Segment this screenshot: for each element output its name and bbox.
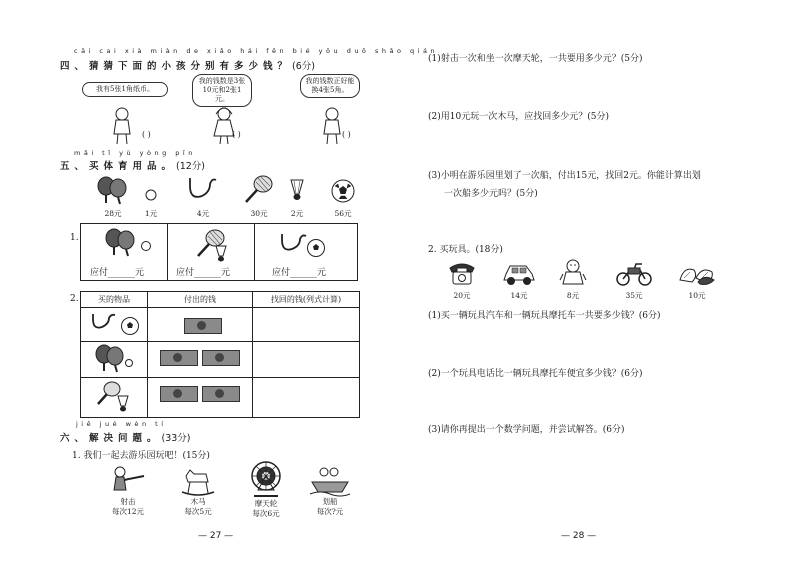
banknote-icon (184, 318, 222, 334)
pay-blank-1[interactable]: ______ (108, 268, 136, 278)
p1-question-1: (1)射击一次和坐一次摩天轮，一共要用多少元？(5分) (428, 54, 643, 64)
boy-icon (108, 106, 138, 146)
banknote-icon (202, 386, 240, 402)
ping-pong-ball-icon (144, 188, 158, 202)
q1-pay-2 (176, 265, 230, 278)
section4-title (60, 58, 315, 72)
ping-pong-ball-icon (140, 240, 152, 252)
doll-icon (560, 258, 586, 288)
p2-question-3: (3)请你再提出一个数学问题，并尝试解答。(6分) (428, 425, 625, 435)
section4-pinyin: cāi cai xià miàn de xiǎo hái fēn bié yǒu duō shǎo qián (74, 47, 439, 55)
soccer-ball-icon (330, 178, 356, 204)
telephone-icon (448, 262, 476, 286)
page-number-right: — 28 — (561, 531, 597, 541)
section5-title-text: 五、买体育用品。 (60, 161, 177, 172)
banknote-icon (160, 350, 198, 366)
toy-price-doll: 8元 (566, 291, 580, 300)
yuan-unit: 元 (135, 268, 145, 278)
ping-pong-paddles-icon (96, 176, 130, 204)
shuttlecock-icon (116, 394, 130, 414)
ride-name-horse: 木马 (190, 497, 206, 506)
q1-number: 1. (70, 233, 79, 243)
q2-header-change: 找回的钱(列式计算) (253, 292, 360, 308)
shells-icon (678, 262, 716, 286)
pay-label: 应付 (176, 268, 195, 278)
ride-price-boat: 每次?元 (316, 507, 344, 516)
pay-blank-2[interactable]: ______ (194, 268, 222, 278)
banknote-icon (202, 350, 240, 366)
ride-price-shooting: 每次12元 (111, 507, 145, 516)
ride-price-ferris: 每次6元 (252, 509, 280, 518)
rocking-horse-icon (180, 466, 216, 496)
toy-price-car: 14元 (510, 291, 528, 300)
kid1-answer[interactable]: ( ) (142, 130, 151, 139)
kid2-speech: 我的钱数是3张10元和2张1元。 (192, 74, 252, 107)
ride-name-shooting: 射击 (120, 497, 136, 506)
ferris-wheel-icon (248, 460, 284, 498)
banknote-icon (160, 386, 198, 402)
p2-question-2: (2)一个玩具电话比一辆玩具摩托车便宜多少钱？(6分) (428, 369, 643, 379)
pay-blank-3[interactable]: ______ (290, 268, 318, 278)
ride-price-horse: 每次5元 (184, 507, 212, 516)
pay-label: 应付 (272, 268, 291, 278)
ping-pong-paddles-icon (94, 344, 126, 372)
yuan-unit: 元 (221, 268, 231, 278)
section4-score: (6分) (292, 61, 315, 72)
ride-name-ferris: 摩天轮 (254, 499, 278, 508)
section6-title (60, 430, 191, 444)
p1-question-2: (2)用10元玩一次木马，应找回多少元？(5分) (428, 112, 609, 122)
section5-pinyin: mǎi tǐ yù yòng pǐn (74, 149, 196, 157)
q2-row1-answer[interactable] (253, 308, 360, 342)
kid3-answer[interactable]: ( ) (342, 130, 351, 139)
goods-price-1: 28元 (104, 209, 122, 218)
q2-header-paid: 付出的钱 (148, 292, 253, 308)
toy-car-icon (502, 260, 536, 286)
boat-icon (310, 466, 350, 496)
p2-question-1: (1)买一辆玩具汽车和一辆玩具摩托车一共要多少钱？(6分) (428, 311, 661, 321)
section6-title-text: 六、解决问题。 (60, 433, 162, 444)
toy-price-phone: 20元 (453, 291, 471, 300)
q2-header-items: 买的物品 (81, 292, 148, 308)
goods-price-4: 30元 (250, 209, 268, 218)
boy2-icon (318, 106, 348, 146)
goods-price-5: 2元 (290, 209, 304, 218)
motorcycle-icon (616, 260, 652, 288)
section4-title-text: 四、猜猜下面的小孩分别有多少钱？ (60, 61, 293, 72)
section5-score: (12分) (176, 161, 206, 172)
girl-icon (210, 106, 240, 146)
kid3-speech: 我的钱数正好能换4张5角。 (300, 74, 360, 98)
p1-question-3-line1: (3)小明在游乐园里划了一次船，付出15元，找回2元。你能计算出划 (428, 171, 701, 181)
ping-pong-ball-icon (124, 358, 134, 368)
q1-pay-1 (90, 265, 144, 278)
soccer-ball-icon (306, 238, 326, 258)
kid2-answer[interactable]: ( ) (232, 130, 241, 139)
goods-price-6: 56元 (334, 209, 352, 218)
shooting-icon (106, 466, 146, 496)
shuttlecock-icon (214, 244, 228, 264)
tennis-racket-icon (244, 174, 274, 204)
section5-title (60, 158, 205, 172)
soccer-ball-icon (120, 316, 140, 336)
toy-price-motorcycle: 35元 (625, 291, 643, 300)
jump-rope-icon (90, 312, 120, 334)
q1-pay-3 (272, 265, 326, 278)
page-number-left: — 27 — (198, 531, 234, 541)
jump-rope-icon (186, 176, 220, 204)
q2-row3-answer[interactable] (253, 378, 360, 418)
q2-row2-answer[interactable] (253, 342, 360, 378)
ping-pong-paddles-icon (104, 228, 138, 256)
goods-price-3: 4元 (196, 209, 210, 218)
toy-price-shells: 10元 (688, 291, 706, 300)
shuttlecock-icon (288, 178, 306, 204)
pay-label: 应付 (90, 268, 109, 278)
q2-number: 2. (70, 294, 79, 304)
p1-question-3-line2: 一次船多少元吗？(5分) (444, 189, 538, 199)
ride-name-boat: 划船 (322, 497, 338, 506)
problem2-title: 2. 买玩具。(18分) (428, 245, 503, 255)
section6-pinyin: jiě jué wèn tí (76, 420, 167, 428)
section6-score: (33分) (161, 433, 191, 444)
yuan-unit: 元 (317, 268, 327, 278)
goods-price-2: 1元 (144, 209, 158, 218)
kid1-speech: 我有5张1角纸币。 (82, 82, 168, 97)
problem1-text: 1. 我们一起去游乐园玩吧！(15分) (72, 451, 210, 461)
